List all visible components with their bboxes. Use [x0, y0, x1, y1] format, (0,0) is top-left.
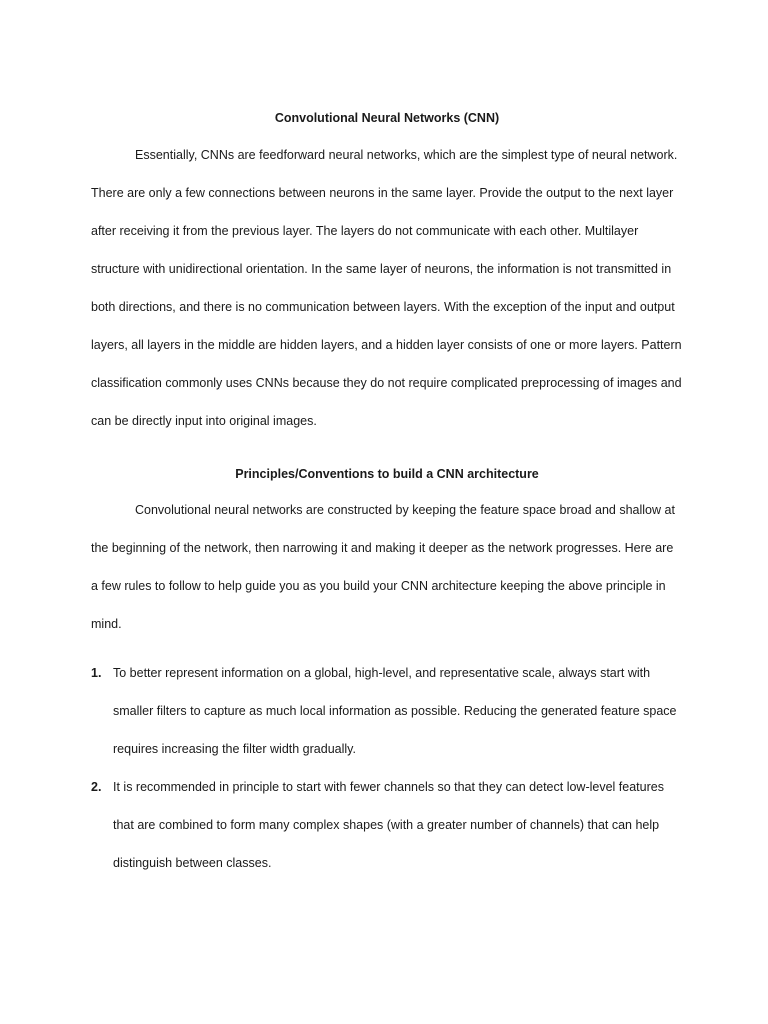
section-heading-principles: Principles/Conventions to build a CNN architecture [235, 467, 539, 481]
list-item-text: It is recommended in principle to start with fewer channels so that they can detect low-level features that are combined to form many complex shapes (with a greater number of channels) that can help distinguish between classes. [113, 780, 664, 870]
list-item-text: To better represent information on a global, high-level, and representative scale, always start with smaller filters to capture as much local information as possible. Reducing the generated feature space requires increasing the filter width gradually. [113, 666, 677, 756]
section-paragraph-cnn: Essentially, CNNs are feedforward neural networks, which are the simplest type of neural network. There are only a few connections between neurons in the same layer. Provide the output to the next layer after receiving it from the previous layer. The layers do not communicate with each other. Multilayer structure with unidirectional orientation. In the same layer of neurons, the information is not transmitted in both directions, and there is no communication between layers. With the exception of the input and output layers, all layers in the middle are hidden layers, and a hidden layer consists of one or more layers. Pattern classification commonly uses CNNs because they do not require complicated preprocessing of images and can be directly input into original images. [91, 148, 682, 428]
list-item [91, 654, 683, 768]
document-body [91, 108, 683, 882]
principles-list [91, 654, 683, 882]
section-paragraph-principles: Convolutional neural networks are constructed by keeping the feature space broad and shallow at the beginning of the network, then narrowing it and making it deeper as the network progresses. Here are a few rules to follow to help guide you as you build your CNN architecture keeping the above principle in mind. [91, 503, 675, 631]
list-item-number: 1. [91, 666, 102, 680]
list-item-number: 2. [91, 780, 102, 794]
list-item [91, 768, 683, 882]
section-heading-cnn: Convolutional Neural Networks (CNN) [274, 111, 500, 125]
